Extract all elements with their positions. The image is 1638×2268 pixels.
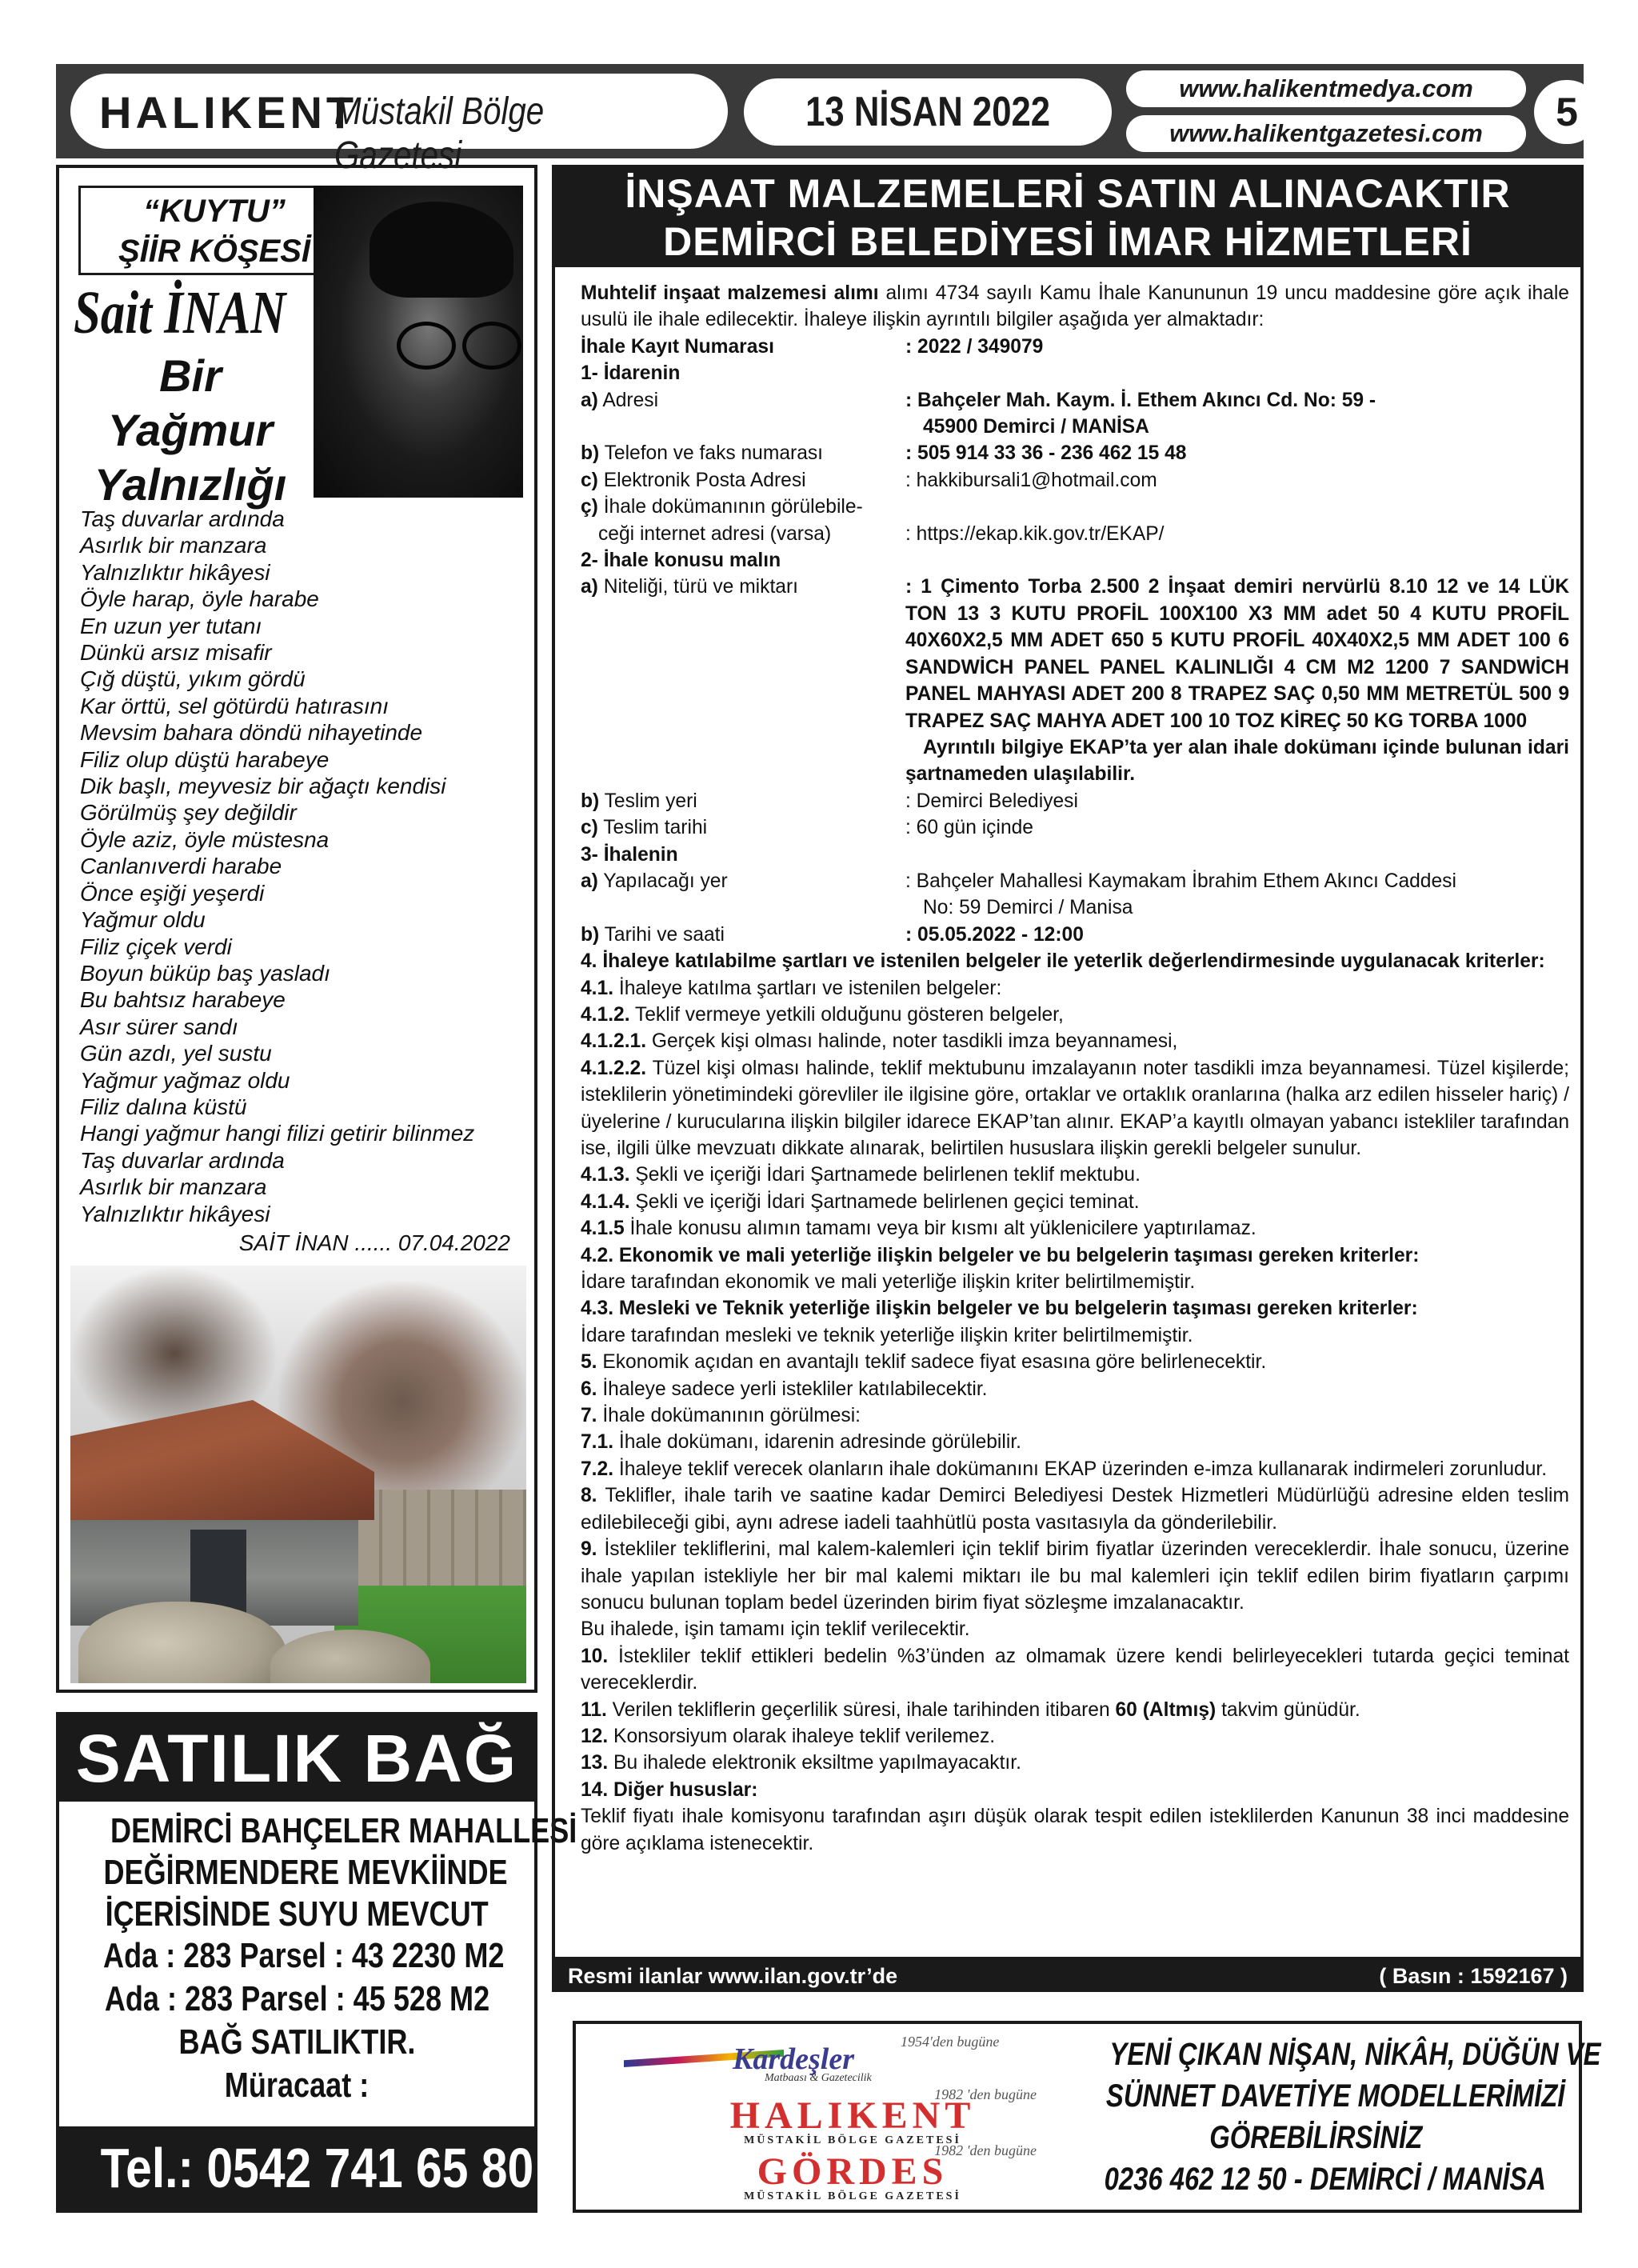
delivery-place: b) Teslim yeri : Demirci Belediyesi bbox=[581, 790, 1078, 812]
section-heading: 1- İdarenin bbox=[581, 362, 681, 385]
ad-line: DEĞİRMENDERE MEVKİİNDE bbox=[103, 1853, 508, 1892]
poem-line: Mevsim bahara döndü nihayetinde bbox=[80, 720, 423, 746]
website-link-2[interactable]: www.halikentgazetesi.com bbox=[1126, 115, 1526, 152]
ad-parcel-line: Ada : 283 Parsel : 43 2230 M2 bbox=[103, 1936, 505, 1975]
section-heading: 4. İhaleye katılabilme şartları ve istenilen belgeler ile yeterlik değerlendirmesinde uygulanacak kriterler: bbox=[581, 950, 1545, 973]
notice-body bbox=[552, 267, 1584, 1960]
publisher-logos bbox=[613, 2035, 1061, 2203]
section-heading: 3- İhalenin bbox=[581, 843, 678, 866]
poem-line: Kar örttü, sel götürdü hatırasını bbox=[80, 693, 389, 718]
admin-phone: b) Telefon ve faks numarası : 505 914 33 36 - 236 462 15 48 bbox=[581, 442, 1187, 465]
poem-line: Çığ düştü, yıkım gördü bbox=[80, 666, 306, 692]
poem-line: Asırlık bir manzara bbox=[80, 533, 267, 558]
poem-line: Dünkü arsız misafir bbox=[80, 640, 272, 666]
ad-title: SATILIK BAĞ bbox=[59, 1715, 534, 1802]
newspaper-subtitle: Müstakil Bölge Gazetesi bbox=[334, 90, 545, 177]
clause: 7.2. İhaleye teklif verecek olanların ihale dokümanını EKAP üzerinden e-imza kullanarak indirmeleri zorunludur. bbox=[581, 1458, 1548, 1480]
clause: 9. İstekliler tekliflerini, mal kalem-kalemleri için teklif birim fiyatlar üzerinden vereceklerdir. İhale sonucu, üzerine ihale yapılan istekliyle her bir mal kalemi miktarı ile bu mal kalemleri için teklif edilen birim fiyatların çarpımı sonucu bulunan toplam bedel üzerinden birim fiyat sözleşme imzalanacaktır. bbox=[581, 1538, 1569, 1614]
poem-line: Gün azdı, yel sustu bbox=[80, 1041, 272, 1066]
clause: 4.1.2. Teklif vermeye yetkili olduğunu gösteren belgeler, bbox=[581, 1003, 1064, 1026]
ad-line: Müracaat : bbox=[224, 2066, 370, 2105]
poem-line: Filiz olup düştü harabeye bbox=[80, 746, 330, 772]
poem-line: Boyun büküp baş yasladı bbox=[80, 960, 330, 986]
clause: 4.1.4. Şekli ve içeriği İdari Şartnamede belirlenen geçici teminat. bbox=[581, 1190, 1140, 1213]
clause: 7.1. İhale dokümanı, idarenin adresinde görülebilir. bbox=[581, 1431, 1021, 1454]
page-number: 5 bbox=[1534, 80, 1600, 144]
poem-corner-label-line1: “KUYTU” bbox=[143, 194, 286, 229]
clause: Bu ihalede, işin tamamı için teklif verilecektir. bbox=[581, 1618, 970, 1641]
poem-line: Taş duvarlar ardında bbox=[80, 506, 285, 531]
goods-description: a) Niteliği, türü ve miktarı : 1 Çimento Torba 2.500 2 İnşaat demiri nervürlü 8.10 12 ve 14 LÜK TON 13 3 KUTU PROFİL 100X100 X3 MM adet 50 4 KUTU PROFİL 40X60X2,5 MM ADET 650 5 KUTU PROFİL 40X40X2,5 MM ADET 100 6 SANDWİCH PANEL PANEL KALINLIĞI 4 CM M2 1200 7 SANDWİCH PANEL MAHYASI ADET 200 8 TRAPEZ SAÇ 0,50 MM METRETÜL 500 9 TRAPEZ SAÇ MAHYA ADET 100 10 TOZ KİREÇ 50 KG TORBA 1000 Ayrıntılı bilgiye EKAP’ta yer alan ihale dokümanı içinde bulunan idari şartnameden ulaşılabilir. bbox=[581, 576, 1569, 786]
delivery-date: c) Teslim tarihi : 60 gün içinde bbox=[581, 817, 1033, 839]
tender-datetime: b) Tarihi ve saati : 05.05.2022 - 12:00 bbox=[581, 923, 1084, 946]
invitation-ad-text: YENİ ÇIKAN NİŞAN, NİKÂH, DÜĞÜN VE SÜNNET DAVETİYE MODELLERİMİZİ GÖREBİLİRSİNİZ 0236 462 12 50 - DEMİRCİ / MANİSA bbox=[1056, 2034, 1576, 2200]
ad-parcel-line: Ada : 283 Parsel : 45 528 M2 bbox=[104, 1979, 489, 2018]
poem-signature: SAİT İNAN ...... 07.04.2022 bbox=[238, 1230, 510, 1255]
invitation-ad-phone: 0236 462 12 50 - DEMİRCİ / MANİSA bbox=[1104, 2162, 1546, 2197]
clause: 4.1.5 İhale konusu alımın tamamı veya bir kısmı alt yüklenicilere yaptırılamaz. bbox=[581, 1218, 1256, 1240]
clause: 12. Konsorsiyum olarak ihaleye teklif verilemez. bbox=[581, 1725, 996, 1747]
poet-portrait-photo bbox=[314, 186, 523, 498]
gordes-logo: 1982 'den bugüne GÖRDES MÜSTAKİL BÖLGE GAZETESİ bbox=[744, 2142, 1037, 2202]
clause: 4.3. Mesleki ve Teknik yeterliğe ilişkin belgeler ve bu belgelerin taşıması gereken kriterler: bbox=[581, 1298, 1418, 1320]
document-web-address: ç) İhale dokümanının görülebile- ceği internet adresi (varsa) : https://ekap.kik.gov.tr/EKAP/ bbox=[581, 496, 1165, 545]
clause: 8. Teklifler, ihale tarih ve saatine kadar Demirci Belediyesi Destek Hizmetleri Müdürlüğü adresine elden teslim edilebileceği gibi, aynı adrese iadeli taahhütlü posta vasıtasıyla da gönderilebilir. bbox=[581, 1485, 1569, 1534]
clause: 13. Bu ihalede elektronik eksiltme yapılmayacaktır. bbox=[581, 1752, 1021, 1774]
clause: 4.1.2.1. Gerçek kişi olması halinde, noter tasdikli imza beyannamesi, bbox=[581, 1030, 1178, 1053]
poet-name: Sait İNAN bbox=[74, 279, 286, 346]
poem-line: Önce eşiği yeşerdi bbox=[80, 880, 265, 906]
ruined-house-photo bbox=[70, 1266, 526, 1683]
poem-line: Canlanıverdi harabe bbox=[80, 854, 282, 879]
kardesler-logo: Kardeşler 1954'den bugüne Matbaası & Gazetecilik bbox=[613, 2035, 1061, 2083]
masthead bbox=[56, 64, 1584, 177]
clause: 4.1. İhaleye katılma şartları ve istenilen belgeler: bbox=[581, 977, 1002, 999]
poem-line: Filiz dalına küstü bbox=[80, 1094, 247, 1119]
halikent-logo: 1982 'den bugüne HALIKENT MÜSTAKİL BÖLGE GAZETESİ bbox=[729, 2086, 1037, 2146]
clause: 4.1.3. Şekli ve içeriği İdari Şartnamede belirlenen teklif mektubu. bbox=[581, 1164, 1141, 1186]
poem-line: Öyle harap, öyle harabe bbox=[80, 586, 319, 612]
newspaper-name: HALIKENT bbox=[99, 87, 358, 138]
clause: 4.1.2.2. Tüzel kişi olması halinde, teklif mektubunu imzalayanın noter tasdikli imza beyannamesi. Tüzel kişilerde; isteklilerin yönetimindeki görevliler ile ilgisine göre, ortaklar ve ortaklık oranlarına (halka arz edilen hisseler hariç) / üyelerine / kurucularına ilişkin bilgiler idarece EKAP’tan alınır. EKAP’a kayıtlı olmayan yabancı istekliler tarafından ise, ilgili ülke mevzuatı dikkate alınarak, belirtilen hususlara ilişkin gerekli belgeler sunulur. bbox=[581, 1057, 1569, 1159]
ad-line: BAĞ SATILIKTIR. bbox=[178, 2022, 415, 2062]
poem-line: En uzun yer tutanı bbox=[80, 613, 262, 638]
poem-line: Dik başlı, meyvesiz bir ağaçtı kendisi bbox=[80, 774, 446, 799]
press-code: ( Basın : 1592167 ) bbox=[1379, 1964, 1568, 1988]
notice-footer bbox=[552, 1960, 1584, 1992]
poem-corner-label-line2: ŞİİR KÖŞESİ bbox=[118, 234, 311, 269]
tender-venue: a) Yapılacağı yer : Bahçeler Mahallesi Kaymakam İbrahim Ethem Akıncı Caddesi No: 59 Demirci / Manisa bbox=[581, 870, 1456, 919]
notice-header bbox=[552, 165, 1584, 267]
masthead-brand bbox=[70, 74, 728, 177]
admin-address: a) Adresi : Bahçeler Mah. Kaym. İ. Ethem Akıncı Cd. No: 59 - 45900 Demirci / MANİSA bbox=[581, 389, 1376, 438]
poem-line: Yalnızlıktır hikâyesi bbox=[80, 1201, 270, 1226]
clause: 4.2. Ekonomik ve mali yeterliğe ilişkin belgeler ve bu belgelerin taşıması gereken kriterler: bbox=[581, 1244, 1420, 1266]
clause: İdare tarafından ekonomik ve mali yeterliğe ilişkin kriter belirtilmemiştir. bbox=[581, 1271, 1196, 1294]
clause: Teklif fiyatı ihale komisyonu tarafından aşırı düşük olarak tespit edilen isteklilerden Kanunun 38 inci maddesine göre açıklama istenecektir. bbox=[581, 1806, 1569, 1854]
clause: 10. İstekliler teklif ettikleri bedelin %3’ünden az olmamak üzere kendi belirleyecekleri tutarda geçici teminat vereceklerdir. bbox=[581, 1645, 1569, 1694]
poem-line: Asır sürer sandı bbox=[80, 1014, 238, 1039]
clause: 14. Diğer hususlar: bbox=[581, 1778, 758, 1801]
section-heading: 2- İhale konusu malın bbox=[581, 550, 781, 572]
clause: 7. İhale dokümanının görülmesi: bbox=[581, 1405, 861, 1427]
invitation-printing-ad bbox=[573, 2021, 1601, 2213]
issue-date: 13 NİSAN 2022 bbox=[744, 78, 1112, 146]
poem-line: Yalnızlıktır hikâyesi bbox=[80, 559, 270, 585]
admin-email: c) Elektronik Posta Adresi : hakkibursali1@hotmail.com bbox=[581, 469, 1157, 491]
website-link-1[interactable]: www.halikentmedya.com bbox=[1126, 70, 1526, 107]
poem-line: Filiz çiçek verdi bbox=[80, 934, 232, 959]
poem-line: Asırlık bir manzara bbox=[80, 1174, 267, 1200]
poem-corner bbox=[56, 165, 537, 1693]
poem-line: Taş duvarlar ardında bbox=[80, 1147, 285, 1173]
poem-line: Öyle aziz, öyle müstesna bbox=[80, 826, 330, 852]
notice-title: İNŞAAT MALZEMELERİ SATIN ALINACAKTIR bbox=[625, 171, 1511, 216]
poem-line: Hangi yağmur hangi filizi getirir bilinmez bbox=[80, 1121, 475, 1146]
notice-intro: Muhtelif inşaat malzemesi alımı alımı 4734 sayılı Kamu İhale Kanununun 19 uncu maddesine göre açık ihale usulü ile ihale edilecektir. İhaleye ilişkin ayrıntılı bilgiler aşağıda yer almaktadır: bbox=[581, 282, 1569, 331]
clause: 6. İhaleye sadece yerli istekliler katılabilecektir. bbox=[581, 1378, 988, 1400]
clause: 11. Verilen tekliflerin geçerlilik süresi, ihale tarihinden itibaren 60 (Altmış) takvim günüdür. bbox=[581, 1698, 1360, 1721]
notice-subtitle: DEMİRCİ BELEDİYESİ İMAR HİZMETLERİ bbox=[663, 219, 1472, 264]
ad-phone: Tel.: 0542 741 65 80 bbox=[59, 2126, 534, 2210]
ad-line: DEMİRCİ BAHÇELER MAHALLESİ bbox=[110, 1811, 577, 1850]
clause: 5. Ekonomik açıdan en avantajlı teklif sadece fiyat esasına göre belirlenecektir. bbox=[581, 1351, 1267, 1374]
poem-corner-label bbox=[78, 186, 350, 275]
poem-line: Yağmur oldu bbox=[80, 907, 206, 933]
tender-registration-number: İhale Kayıt Numarası : 2022 / 349079 bbox=[581, 335, 1044, 358]
poem-title: Bir Yağmur Yalnızlığı bbox=[94, 350, 287, 510]
ad-line: İÇERİSİNDE SUYU MEVCUT bbox=[105, 1894, 489, 1934]
poem-text bbox=[80, 506, 536, 1227]
clause: İdare tarafından mesleki ve teknik yeterliğe ilişkin kriter belirtilmemiştir. bbox=[581, 1324, 1193, 1346]
poem-line: Görülmüş şey değildir bbox=[80, 800, 297, 826]
vineyard-for-sale-ad bbox=[56, 1712, 577, 2213]
poem-line: Bu bahtsız harabeye bbox=[80, 987, 286, 1013]
poem-line: Yağmur yağmaz oldu bbox=[80, 1067, 290, 1093]
official-ads-link[interactable]: Resmi ilanlar www.ilan.gov.tr’de bbox=[568, 1964, 898, 1988]
